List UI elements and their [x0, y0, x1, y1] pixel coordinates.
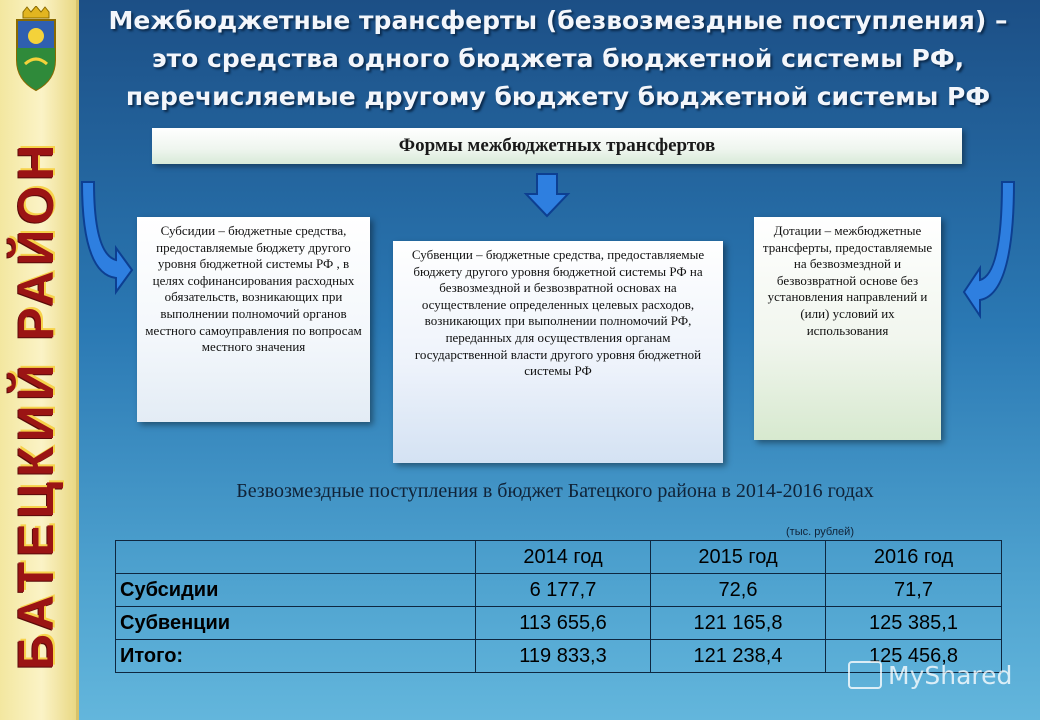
units-label: (тыс. рублей)	[786, 526, 854, 538]
table-header-cell	[116, 541, 476, 574]
table-cell: 125 456,8	[826, 640, 1002, 673]
forms-heading: Формы межбюджетных трансфертов	[152, 128, 962, 164]
table-header-cell: 2014 год	[476, 541, 651, 574]
table-header-cell: 2016 год	[826, 541, 1002, 574]
title-line-1: Межбюджетные трансферты (безвозмездные поступления) –	[108, 6, 1008, 35]
table-row	[116, 607, 1002, 640]
table-cell: 113 655,6	[476, 607, 651, 640]
row-label: Субвенции	[116, 607, 476, 640]
table-title: Безвозмездные поступления в бюджет Батецкого района в 2014-2016 годах	[236, 480, 874, 502]
table-header-cell: 2015 год	[651, 541, 826, 574]
arrow-curved-right-icon	[962, 178, 1018, 324]
watermark-text: MyShared	[888, 661, 1013, 690]
subventions-definition: Субвенции – бюджетные средства, предоставляемые бюджету другого уровня бюджетной системы РФ на безвозмездной и безвозвратной основах на осуществление определенных целевых расходов, возникающих при выполнении полномочий РФ, переданных для осуществления органам государственной власти другого уровня бюджетной системы РФ	[393, 241, 723, 463]
row-label: Субсидии	[116, 574, 476, 607]
district-vertical-title: БАТЕЦКИЙ РАЙОН	[8, 139, 64, 671]
table-cell: 125 385,1	[826, 607, 1002, 640]
grants-definition: Дотации – межбюджетные трансферты, предоставляемые на безвозмездной и безвозвратной основе без установления направлений и (или) условий их использования	[754, 217, 941, 440]
table-row	[116, 574, 1002, 607]
title-line-3: перечисляемые другому бюджету бюджетной системы РФ	[125, 82, 991, 111]
watermark	[848, 658, 1020, 694]
table-cell: 71,7	[826, 574, 1002, 607]
side-strip	[0, 0, 79, 720]
arrow-down-icon	[524, 172, 570, 218]
table-header-row	[116, 541, 1002, 574]
revenue-table	[115, 540, 1002, 673]
table-cell: 72,6	[651, 574, 826, 607]
row-label: Итого:	[116, 640, 476, 673]
presentation-icon	[848, 661, 882, 689]
coat-of-arms-icon	[13, 6, 59, 92]
table-cell: 121 165,8	[651, 607, 826, 640]
table-cell: 119 833,3	[476, 640, 651, 673]
title-line-2: это средства одного бюджета бюджетной системы РФ,	[151, 44, 965, 73]
table-cell: 121 238,4	[651, 640, 826, 673]
subsidies-definition: Субсидии – бюджетные средства, предоставляемые бюджету другого уровня бюджетной системы РФ , в целях софинансирования расходных обязательств, возникающих при выполнении полномочий органов местного самоуправления по вопросам местного значения	[137, 217, 370, 422]
arrow-curved-left-icon	[78, 178, 134, 298]
page-title	[86, 2, 1030, 116]
table-cell: 6 177,7	[476, 574, 651, 607]
